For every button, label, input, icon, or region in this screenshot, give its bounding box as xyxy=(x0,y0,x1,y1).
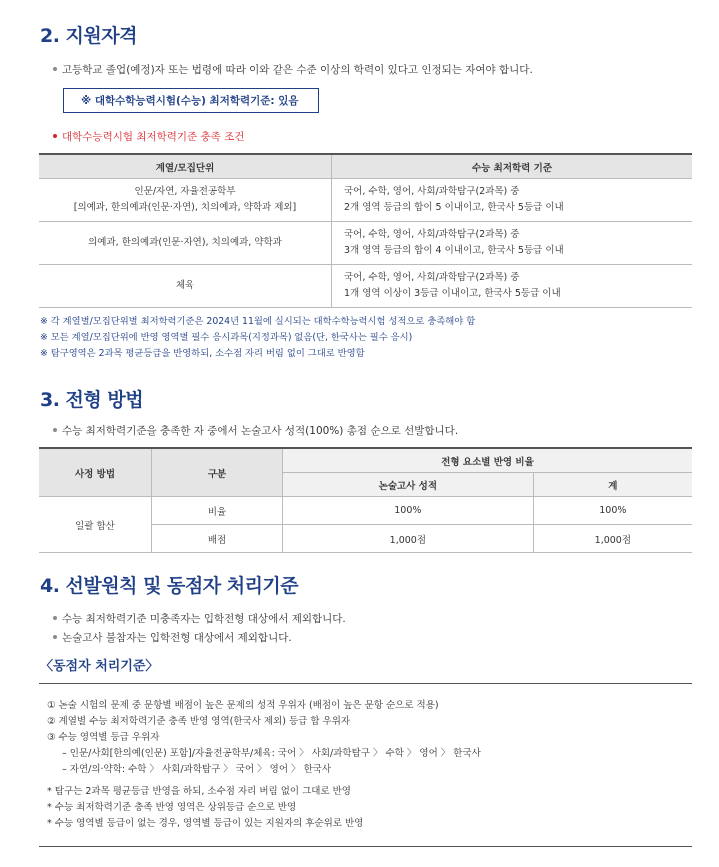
total-cell: 100% xyxy=(533,497,692,525)
header-essay-score: 논술고사 성적 xyxy=(283,473,534,497)
exclusion-text-2: 논술고사 불참자는 입학전형 대상에서 제외합니다. xyxy=(62,632,292,644)
criteria-line: ③ 수능 영역별 등급 우위자 xyxy=(47,732,160,743)
tiebreak-subhead: 〈동점자 처리기준〉 xyxy=(40,659,159,674)
selection-method-text: 수능 최저학력기준을 충족한 자 중에서 논술고사 성적(100%) 총점 순으로 선발합니다. xyxy=(62,425,459,437)
note-line: ※ 탐구영역은 2과목 평균등급을 반영하되, 소수점 자리 버림 없이 그대로 반영함 xyxy=(40,348,365,359)
note-line: ※ 모든 계열/모집단위에 반영 영역별 필수 응시과목(지정과목) 없음(단, 한국사는 필수 응시) xyxy=(40,332,413,343)
divider xyxy=(39,683,692,684)
minimum-standard-condition-label: 대학수능력시험 최저학력기준 충족 조건 xyxy=(62,131,245,143)
total-cell: 1,000점 xyxy=(533,525,692,553)
table-notes xyxy=(40,314,475,362)
criteria-line: ② 계열별 수능 최저학력기준 충족 반영 영역(한국사 제외) 등급 합 우위자 xyxy=(47,716,351,727)
unit-cell: 의예과, 한의예과(인문·자연), 치의예과, 약학과 xyxy=(39,222,332,265)
table-row xyxy=(39,265,692,308)
minimum-standard-notice: ※ 대학수학능력시험(수능) 최저학력기준: 있음 xyxy=(63,88,319,113)
table-row xyxy=(39,497,692,525)
note-line: ※ 각 계열별/모집단위별 최저학력기준은 2024년 11월에 실시되는 대학수학능력시험 성적으로 충족해야 함 xyxy=(40,316,476,327)
category-cell: 비율 xyxy=(152,497,283,525)
section-3-title: 3. 전형 방법 xyxy=(40,389,144,411)
header-method: 사정 방법 xyxy=(39,448,152,497)
footnote-line: * 수능 최저학력기준 충족 반영 영역은 상위등급 순으로 반영 xyxy=(47,802,297,813)
criteria-cell: 국어, 수학, 영어, 사회/과학탐구(2과목) 중 1개 영역 이상이 3등급 이내이고, 한국사 5등급 이내 xyxy=(332,265,693,308)
footnote-line: * 수능 영역별 등급이 없는 경우, 영역별 등급이 있는 지원자의 후순위로 반영 xyxy=(47,818,364,829)
tiebreak-footnotes xyxy=(47,784,363,832)
criteria-line: ① 논술 시험의 문제 중 문항별 배점이 높은 문제의 성적 우위자 (배점이 높은 문항 순으로 적용) xyxy=(47,700,439,711)
table-row xyxy=(39,179,692,222)
minimum-standard-table xyxy=(39,153,692,308)
criteria-sub-line: – 인문/사회[한의예(인문) 포함]/자율전공학부/체육: 국어 〉 사회/과학탐구 〉 수학 〉 영어 〉 한국사 xyxy=(62,748,481,759)
table-header-unit: 계열/모집단위 xyxy=(39,154,332,179)
section-2-title: 2. 지원자격 xyxy=(40,25,137,47)
header-category: 구분 xyxy=(152,448,283,497)
criteria-cell: 국어, 수학, 영어, 사회/과학탐구(2과목) 중 2개 영역 등급의 합이 5 이내이고, 한국사 5등급 이내 xyxy=(332,179,693,222)
header-total: 계 xyxy=(533,473,692,497)
exclusion-text-1: 수능 최저학력기준 미충족자는 입학전형 대상에서 제외합니다. xyxy=(62,613,346,625)
footnote-line: * 탐구는 2과목 평균등급 반영을 하되, 소수점 자리 버림 없이 그대로 반영 xyxy=(47,786,351,797)
unit-cell: 인문/자연, 자율전공학부 [의예과, 한의예과(인문·자연), 치의예과, 약학과 제외] xyxy=(39,179,332,222)
unit-cell: 체육 xyxy=(39,265,332,308)
section-4-title: 4. 선발원칙 및 동점자 처리기준 xyxy=(40,575,299,597)
table-row xyxy=(39,222,692,265)
method-cell: 일괄 합산 xyxy=(39,497,152,553)
criteria-cell: 국어, 수학, 영어, 사회/과학탐구(2과목) 중 3개 영역 등급의 합이 4 이내이고, 한국사 5등급 이내 xyxy=(332,222,693,265)
essay-cell: 100% xyxy=(283,497,534,525)
table-header-criteria: 수능 최저학력 기준 xyxy=(332,154,693,179)
eligibility-text: 고등학교 졸업(예정)자 또는 법령에 따라 이와 같은 수준 이상의 학력이 있다고 인정되는 자여야 합니다. xyxy=(62,64,533,76)
selection-ratio-table xyxy=(39,447,692,553)
category-cell: 배점 xyxy=(152,525,283,553)
divider xyxy=(39,846,692,847)
tiebreak-criteria xyxy=(47,698,481,778)
criteria-sub-line: – 자연/의·약학: 수학 〉 사회/과학탐구 〉 국어 〉 영어 〉 한국사 xyxy=(62,764,332,775)
essay-cell: 1,000점 xyxy=(283,525,534,553)
header-ratio: 전형 요소별 반영 비율 xyxy=(283,448,693,473)
